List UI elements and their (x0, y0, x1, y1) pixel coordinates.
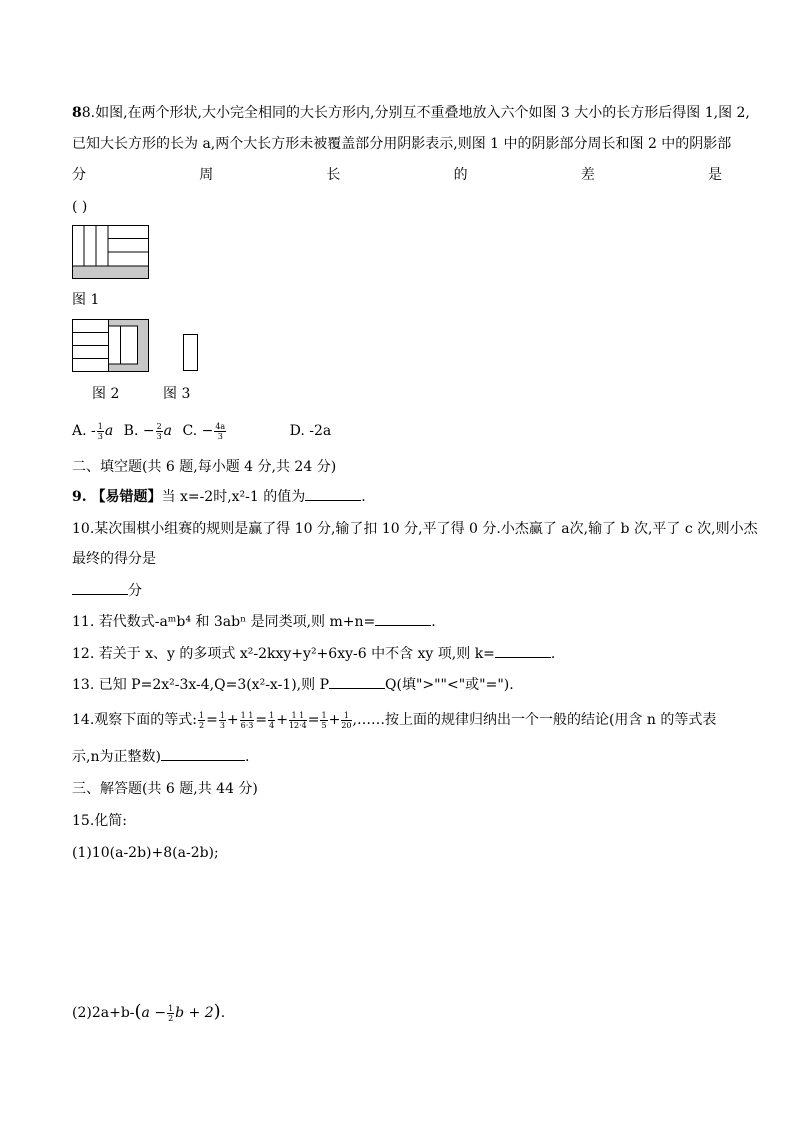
fig1-shaded-region (73, 266, 149, 279)
q14-line1: 14.观察下面的等式: $\frac{1}{2}$ = $\frac{1}{3}$ + $\frac{1 1}{6\cdot 3}$ = $\frac{1}{4}$ + $\frac{1 1}{12\cdot 4}$ = $\frac{1}{5}$ + $\frac{1}{20}$ ,……按上面的规律归纳出一个一般的结论(用含 n 的等式表 (72, 710, 717, 730)
q15-title: 15.化简: (72, 813, 127, 829)
q9-answer-blank[interactable] (305, 488, 361, 501)
option-c: C. − $\frac{4a}{3}$ (182, 421, 226, 441)
q9: 9. 【易错题】当 x=-2时,x²-1 的值为 . (72, 489, 366, 505)
option-b: B. − $\frac{2}{3}$ a (123, 421, 173, 441)
section-3-heading: 三、解答题(共 6 题,共 44 分) (72, 781, 258, 797)
q15-part2: (2)2a+b-(a − $\frac{1}{2}$ b + 2). (72, 1001, 226, 1023)
option-a: A. - $\frac{1}{3}$ a (72, 421, 114, 441)
figure-3 (183, 334, 199, 372)
fig3-small-rect (184, 335, 198, 371)
q10-line3: 分 (72, 581, 142, 601)
q8-line3-char: 分 (72, 167, 86, 183)
q11-answer-blank[interactable] (375, 613, 431, 626)
section-2-heading: 二、填空题(共 6 题,每小题 4 分,共 24 分) (72, 459, 337, 475)
q8-line3 (72, 165, 722, 185)
figure-1 (72, 225, 150, 280)
q14-frac: $\frac{1}{3}$ (219, 710, 225, 730)
q8-line1-text: 8.如图,在两个形状,大小完全相同的大长方形内,分别互不重叠地放入六个如图 3 大小的长方形后得图 1,图 2, (81, 105, 750, 121)
q8-line1 (72, 103, 750, 123)
option-c-fraction: $\frac{4a}{3}$ (215, 421, 226, 441)
q14-frac: $\frac{1}{20}$ (341, 710, 352, 730)
q14-frac: $\frac{1 1}{12\cdot 4}$ (288, 710, 307, 730)
q8-options (72, 421, 331, 441)
q8-line3-char: 差 (580, 167, 595, 183)
option-b-fraction: $\frac{2}{3}$ (156, 421, 162, 441)
q15-part1: (1)10(a-2b)+8(a-2b); (72, 845, 219, 861)
q14-answer-blank[interactable] (161, 748, 245, 761)
fig3-label: 图 3 (163, 386, 191, 402)
q15-part2-fraction: $\frac{1}{2}$ (168, 1003, 174, 1023)
figure-2 (72, 319, 150, 373)
q10-answer-blank[interactable] (72, 582, 128, 595)
q14-frac: $\frac{1}{2}$ (198, 710, 205, 730)
q8-answer-paren: ( ) (72, 199, 88, 215)
q8-line3-char: 的 (453, 167, 468, 183)
q8-line3-char: 周 (199, 167, 214, 183)
q9-tag: 【易错题】 (91, 489, 162, 505)
option-a-fraction: $\frac{1}{3}$ (97, 421, 103, 441)
q12-answer-blank[interactable] (495, 645, 551, 658)
q10-line2: 最终的得分是 (72, 551, 156, 567)
q14-frac: $\frac{1}{4}$ (269, 710, 275, 730)
q13-answer-blank[interactable] (329, 676, 385, 689)
q14-frac: $\frac{1 1}{6\cdot 3}$ (240, 710, 254, 730)
q8-line3-char: 长 (326, 167, 341, 183)
q14-line2: 示,n为正整数) . (72, 749, 250, 765)
q11: 11. 若代数式-aᵐb⁴ 和 3abⁿ 是同类项,则 m+n= . (72, 614, 436, 630)
q13: 13. 已知 P=2x²-3x-4,Q=3(x²-x-1),则 P Q(填">""<"或"="). (72, 677, 514, 693)
q14-frac: $\frac{1}{5}$ (321, 710, 327, 730)
fig2-label: 图 2 (92, 386, 120, 402)
q8-line3-char: 是 (707, 167, 722, 183)
q8-number: 8 (72, 105, 82, 121)
fig1-label: 图 1 (72, 292, 100, 308)
option-d: D. -2a (289, 423, 332, 439)
q8-line2: 已知大长方形的长为 a,两个大长方形未被覆盖部分用阴影表示,则图 1 中的阴影部分周长和图 2 中的阴影部 (72, 136, 732, 152)
q12: 12. 若关于 x、y 的多项式 x²-2kxy+y²+6xy-6 中不含 xy 项,则 k= . (72, 646, 556, 662)
q10-line1: 10.某次围棋小组赛的规则是赢了得 10 分,输了扣 10 分,平了得 0 分.小杰赢了 a次,输了 b 次,平了 c 次,则小杰 (72, 521, 758, 537)
